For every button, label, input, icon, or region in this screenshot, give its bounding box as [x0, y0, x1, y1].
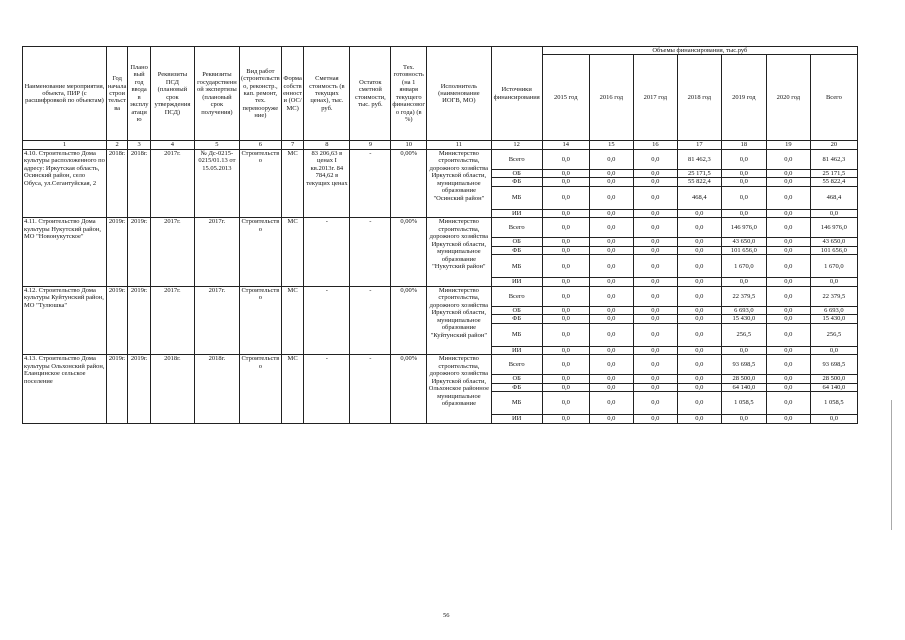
funding-value: 0,0 — [542, 315, 589, 323]
funding-value: 0,0 — [589, 209, 633, 217]
header-expertise-details: Реквизиты государственной экспертизы (плановый срок получения) — [194, 47, 239, 141]
project-readiness: 0,00% — [391, 355, 427, 423]
column-number: 14 — [542, 141, 589, 149]
project-remaining: - — [350, 149, 391, 217]
project-expertise: № Дс-0215-0215/01.13 от 15.05.2013 — [194, 149, 239, 217]
funding-value: 0,0 — [542, 392, 589, 415]
project-psd: 2017г. — [150, 286, 194, 354]
project-work-type: Строительство — [239, 286, 281, 354]
funding-value: 0,0 — [677, 306, 721, 314]
funding-value: 0,0 — [633, 218, 677, 238]
funding-value: 81 462,3 — [677, 149, 721, 169]
header-start-year: Год начала строительства — [106, 47, 127, 141]
funding-value: 0,0 — [677, 346, 721, 354]
funding-value: 0,0 — [766, 375, 810, 383]
table-row — [23, 218, 858, 238]
project-planned-year: 2019г. — [128, 355, 151, 423]
funding-value: 0,0 — [633, 178, 677, 186]
project-name: 4.13. Строительство Дома культуры Ольхонский район, Еланцинское сельское поселение — [23, 355, 107, 423]
funding-value: 0,0 — [677, 238, 721, 246]
funding-value: 0,0 — [810, 209, 857, 217]
project-work-type: Строительство — [239, 218, 281, 286]
table-row — [23, 149, 858, 169]
funding-value: 0,0 — [721, 186, 766, 209]
project-cost: - — [304, 218, 350, 286]
funding-value: 0,0 — [542, 278, 589, 286]
project-executor: Министерство строительства, дорожного хозяйства Иркутской области, муниципальное образование "Осинский район" — [427, 149, 491, 217]
funding-source: ИИ — [491, 346, 542, 354]
column-number: 11 — [427, 141, 491, 149]
funding-value: 0,0 — [589, 255, 633, 278]
funding-value: 1 058,5 — [810, 392, 857, 415]
funding-value: 0,0 — [542, 255, 589, 278]
funding-value: 0,0 — [633, 255, 677, 278]
funding-value: 0,0 — [721, 278, 766, 286]
funding-value: 468,4 — [810, 186, 857, 209]
funding-value: 146 976,0 — [721, 218, 766, 238]
funding-source: ОБ — [491, 238, 542, 246]
funding-value: 0,0 — [677, 323, 721, 346]
header-total: Всего — [810, 55, 857, 141]
funding-value: 0,0 — [589, 186, 633, 209]
funding-value: 0,0 — [542, 375, 589, 383]
header-readiness: Тех. готовность (на 1 января текущего финансового года) (в %) — [391, 47, 427, 141]
header-executor: Исполнитель (наименование ИОГВ, МО) — [427, 47, 491, 141]
funding-value: 55 822,4 — [810, 178, 857, 186]
funding-value: 468,4 — [677, 186, 721, 209]
project-executor: Министерство строительства, дорожного хозяйства Иркутской области, муниципальное образование "Куйтунский район" — [427, 286, 491, 354]
funding-value: 0,0 — [589, 323, 633, 346]
funding-value: 0,0 — [766, 218, 810, 238]
header-name: Наименование мероприятия, объекта, ПИР (с расшифровкой по объектам) — [23, 47, 107, 141]
funding-value: 0,0 — [677, 218, 721, 238]
column-number: 5 — [194, 141, 239, 149]
funding-value: 0,0 — [766, 383, 810, 391]
funding-value: 0,0 — [589, 149, 633, 169]
funding-value: 0,0 — [589, 315, 633, 323]
header-psd-details: Реквизиты ПСД (плановый срок утверждения ПСД) — [150, 47, 194, 141]
funding-value: 0,0 — [633, 392, 677, 415]
funding-value: 43 650,0 — [810, 238, 857, 246]
funding-value: 1 670,0 — [810, 255, 857, 278]
header-sources: Источники финансирования — [491, 47, 542, 141]
project-executor: Министерство строительства, дорожного хозяйства Иркутской области, муниципальное образование "Нукутский район" — [427, 218, 491, 286]
funding-value: 43 650,0 — [721, 238, 766, 246]
funding-value: 64 140,0 — [810, 383, 857, 391]
funding-value: 0,0 — [589, 278, 633, 286]
column-number: 7 — [281, 141, 304, 149]
funding-value: 0,0 — [721, 149, 766, 169]
header-year-2015: 2015 год — [542, 55, 589, 141]
project-remaining: - — [350, 218, 391, 286]
funding-value: 0,0 — [633, 355, 677, 375]
funding-value: 0,0 — [633, 415, 677, 423]
funding-value: 0,0 — [589, 178, 633, 186]
funding-value: 0,0 — [589, 218, 633, 238]
funding-value: 15 430,0 — [721, 315, 766, 323]
funding-value: 0,0 — [633, 238, 677, 246]
funding-value: 0,0 — [677, 255, 721, 278]
project-ownership: МС — [281, 286, 304, 354]
funding-value: 101 656,0 — [721, 246, 766, 254]
page-number: 56 — [443, 612, 450, 619]
table-header — [23, 47, 858, 141]
project-executor: Министерство строительства, дорожного хозяйства Иркутской области, Ольхонское районное муниципальное образование — [427, 355, 491, 423]
header-remaining-cost: Остаток сметной стоимости, тыс. руб. — [350, 47, 391, 141]
column-number: 9 — [350, 141, 391, 149]
funding-value: 0,0 — [633, 315, 677, 323]
funding-value: 0,0 — [633, 375, 677, 383]
project-psd: 2018г. — [150, 355, 194, 423]
project-readiness: 0,00% — [391, 286, 427, 354]
column-number: 16 — [633, 141, 677, 149]
project-name: 4.12. Строительство Дома культуры Куйтунский район, МО "Тулюшка" — [23, 286, 107, 354]
funding-value: 0,0 — [542, 218, 589, 238]
funding-value: 0,0 — [633, 149, 677, 169]
funding-value: 28 500,0 — [721, 375, 766, 383]
project-expertise: 2018г. — [194, 355, 239, 423]
funding-source: Всего — [491, 149, 542, 169]
column-number: 6 — [239, 141, 281, 149]
funding-value: 0,0 — [633, 186, 677, 209]
funding-value: 0,0 — [633, 306, 677, 314]
header-year-2020: 2020 год — [766, 55, 810, 141]
project-cost: - — [304, 355, 350, 423]
project-name: 4.11. Строительство Дома культуры Нукутский район, МО "Новонукутское" — [23, 218, 107, 286]
column-number: 20 — [810, 141, 857, 149]
funding-value: 0,0 — [766, 286, 810, 306]
project-remaining: - — [350, 355, 391, 423]
funding-value: 0,0 — [542, 415, 589, 423]
project-start-year: 2019г. — [106, 218, 127, 286]
column-number: 12 — [491, 141, 542, 149]
project-name: 4.10. Строительство Дома культуры расположенного по адресу: Иркутская область, Осинский район, село Обуса, ул.Сегантуйская, 2 — [23, 149, 107, 217]
funding-value: 0,0 — [766, 392, 810, 415]
funding-value: 0,0 — [766, 209, 810, 217]
table-body — [23, 141, 858, 423]
funding-value: 0,0 — [542, 246, 589, 254]
funding-value: 0,0 — [766, 169, 810, 177]
funding-source: Всего — [491, 286, 542, 306]
funding-source: ИИ — [491, 278, 542, 286]
funding-source: МБ — [491, 255, 542, 278]
funding-value: 0,0 — [542, 238, 589, 246]
project-expertise: 2017г. — [194, 286, 239, 354]
funding-source: ФБ — [491, 178, 542, 186]
financing-table-sheet — [22, 46, 858, 424]
funding-value: 0,0 — [677, 209, 721, 217]
funding-value: 256,5 — [721, 323, 766, 346]
funding-value: 0,0 — [589, 375, 633, 383]
funding-value: 0,0 — [633, 209, 677, 217]
funding-source: ОБ — [491, 306, 542, 314]
header-year-2016: 2016 год — [589, 55, 633, 141]
funding-value: 0,0 — [766, 346, 810, 354]
funding-value: 0,0 — [542, 383, 589, 391]
funding-value: 0,0 — [589, 383, 633, 391]
funding-value: 0,0 — [589, 392, 633, 415]
project-work-type: Строительство — [239, 149, 281, 217]
column-number: 19 — [766, 141, 810, 149]
project-psd: 2017г. — [150, 149, 194, 217]
funding-value: 55 822,4 — [677, 178, 721, 186]
funding-value: 0,0 — [766, 323, 810, 346]
funding-source: МБ — [491, 186, 542, 209]
funding-value: 0,0 — [542, 186, 589, 209]
funding-value: 0,0 — [766, 246, 810, 254]
funding-source: МБ — [491, 323, 542, 346]
funding-value: 0,0 — [542, 355, 589, 375]
column-number-row — [23, 141, 858, 149]
funding-value: 0,0 — [677, 246, 721, 254]
project-readiness: 0,00% — [391, 218, 427, 286]
funding-value: 22 379,5 — [721, 286, 766, 306]
funding-value: 0,0 — [589, 415, 633, 423]
funding-value: 0,0 — [810, 278, 857, 286]
funding-value: 0,0 — [766, 415, 810, 423]
column-number: 3 — [128, 141, 151, 149]
funding-source: ИИ — [491, 209, 542, 217]
column-number: 17 — [677, 141, 721, 149]
funding-value: 15 430,0 — [810, 315, 857, 323]
funding-value: 0,0 — [677, 286, 721, 306]
funding-value: 0,0 — [766, 149, 810, 169]
funding-value: 6 693,0 — [721, 306, 766, 314]
funding-value: 1 058,5 — [721, 392, 766, 415]
funding-source: МБ — [491, 392, 542, 415]
funding-value: 0,0 — [542, 209, 589, 217]
funding-value: 22 379,5 — [810, 286, 857, 306]
project-start-year: 2019г. — [106, 355, 127, 423]
financing-table — [22, 46, 858, 424]
funding-value: 0,0 — [589, 355, 633, 375]
funding-source: Всего — [491, 355, 542, 375]
project-start-year: 2018г. — [106, 149, 127, 217]
header-work-type: Вид работ (строительство, реконстр., кап. ремонт, тех. перевооружение) — [239, 47, 281, 141]
header-planned-year: Плановый год ввода в эксплуатацию — [128, 47, 151, 141]
column-number: 1 — [23, 141, 107, 149]
project-cost: - — [304, 286, 350, 354]
funding-value: 0,0 — [542, 178, 589, 186]
funding-source: ФБ — [491, 315, 542, 323]
funding-value: 0,0 — [633, 286, 677, 306]
column-number: 18 — [721, 141, 766, 149]
funding-value: 0,0 — [633, 383, 677, 391]
funding-source: Всего — [491, 218, 542, 238]
funding-value: 0,0 — [542, 169, 589, 177]
header-year-2019: 2019 год — [721, 55, 766, 141]
project-remaining: - — [350, 286, 391, 354]
project-ownership: МС — [281, 218, 304, 286]
funding-value: 0,0 — [766, 255, 810, 278]
funding-value: 0,0 — [721, 169, 766, 177]
project-cost: 83 206,63 в ценах I кв.2013г. 84 784,62 в текущих ценах — [304, 149, 350, 217]
table-row — [23, 286, 858, 306]
column-number: 10 — [391, 141, 427, 149]
funding-value: 0,0 — [766, 355, 810, 375]
funding-value: 93 698,5 — [721, 355, 766, 375]
funding-value: 0,0 — [766, 315, 810, 323]
project-ownership: МС — [281, 355, 304, 423]
funding-value: 0,0 — [677, 278, 721, 286]
funding-value: 0,0 — [589, 169, 633, 177]
funding-value: 0,0 — [677, 355, 721, 375]
funding-source: ФБ — [491, 383, 542, 391]
funding-value: 93 698,5 — [810, 355, 857, 375]
funding-value: 0,0 — [542, 149, 589, 169]
project-expertise: 2017г. — [194, 218, 239, 286]
funding-value: 0,0 — [677, 392, 721, 415]
funding-value: 0,0 — [542, 346, 589, 354]
table-row — [23, 355, 858, 375]
funding-value: 0,0 — [721, 209, 766, 217]
project-readiness: 0,00% — [391, 149, 427, 217]
funding-value: 0,0 — [589, 346, 633, 354]
funding-value: 0,0 — [589, 286, 633, 306]
funding-value: 0,0 — [589, 306, 633, 314]
funding-value: 0,0 — [633, 346, 677, 354]
header-funding-group: Объемы финансирования, тыс.руб — [542, 47, 857, 55]
funding-value: 0,0 — [589, 246, 633, 254]
funding-value: 0,0 — [677, 375, 721, 383]
funding-value: 0,0 — [677, 383, 721, 391]
header-cost-estimate: Сметная стоимость (в текущих ценах), тыс. руб. — [304, 47, 350, 141]
funding-value: 0,0 — [721, 346, 766, 354]
funding-value: 0,0 — [589, 238, 633, 246]
funding-value: 0,0 — [677, 415, 721, 423]
funding-value: 0,0 — [721, 415, 766, 423]
funding-value: 0,0 — [810, 415, 857, 423]
funding-value: 0,0 — [766, 238, 810, 246]
funding-value: 0,0 — [542, 323, 589, 346]
column-number: 2 — [106, 141, 127, 149]
project-start-year: 2019г. — [106, 286, 127, 354]
funding-value: 146 976,0 — [810, 218, 857, 238]
funding-value: 81 462,3 — [810, 149, 857, 169]
funding-value: 0,0 — [766, 278, 810, 286]
funding-value: 1 670,0 — [721, 255, 766, 278]
funding-value: 0,0 — [766, 178, 810, 186]
funding-source: ИИ — [491, 415, 542, 423]
funding-source: ОБ — [491, 375, 542, 383]
project-planned-year: 2018г. — [128, 149, 151, 217]
funding-value: 64 140,0 — [721, 383, 766, 391]
funding-value: 0,0 — [633, 323, 677, 346]
funding-value: 0,0 — [677, 315, 721, 323]
funding-value: 0,0 — [542, 286, 589, 306]
funding-value: 101 656,0 — [810, 246, 857, 254]
column-number: 4 — [150, 141, 194, 149]
header-year-2017: 2017 год — [633, 55, 677, 141]
header-year-2018: 2018 год — [677, 55, 721, 141]
funding-value: 0,0 — [542, 306, 589, 314]
funding-source: ОБ — [491, 169, 542, 177]
funding-value: 0,0 — [766, 186, 810, 209]
funding-value: 256,5 — [810, 323, 857, 346]
funding-value: 0,0 — [633, 246, 677, 254]
funding-value: 0,0 — [633, 278, 677, 286]
funding-source: ФБ — [491, 246, 542, 254]
project-psd: 2017г. — [150, 218, 194, 286]
funding-value: 0,0 — [810, 346, 857, 354]
funding-value: 25 171,5 — [810, 169, 857, 177]
project-planned-year: 2019г. — [128, 218, 151, 286]
funding-value: 25 171,5 — [677, 169, 721, 177]
project-planned-year: 2019г. — [128, 286, 151, 354]
funding-value: 0,0 — [633, 169, 677, 177]
funding-value: 0,0 — [766, 306, 810, 314]
funding-value: 28 500,0 — [810, 375, 857, 383]
header-ownership: Форма собственности (ОС/МС) — [281, 47, 304, 141]
project-ownership: МС — [281, 149, 304, 217]
column-number: 15 — [589, 141, 633, 149]
column-number: 8 — [304, 141, 350, 149]
scan-edge-mark — [891, 400, 892, 530]
funding-value: 0,0 — [721, 178, 766, 186]
project-work-type: Строительство — [239, 355, 281, 423]
funding-value: 6 693,0 — [810, 306, 857, 314]
